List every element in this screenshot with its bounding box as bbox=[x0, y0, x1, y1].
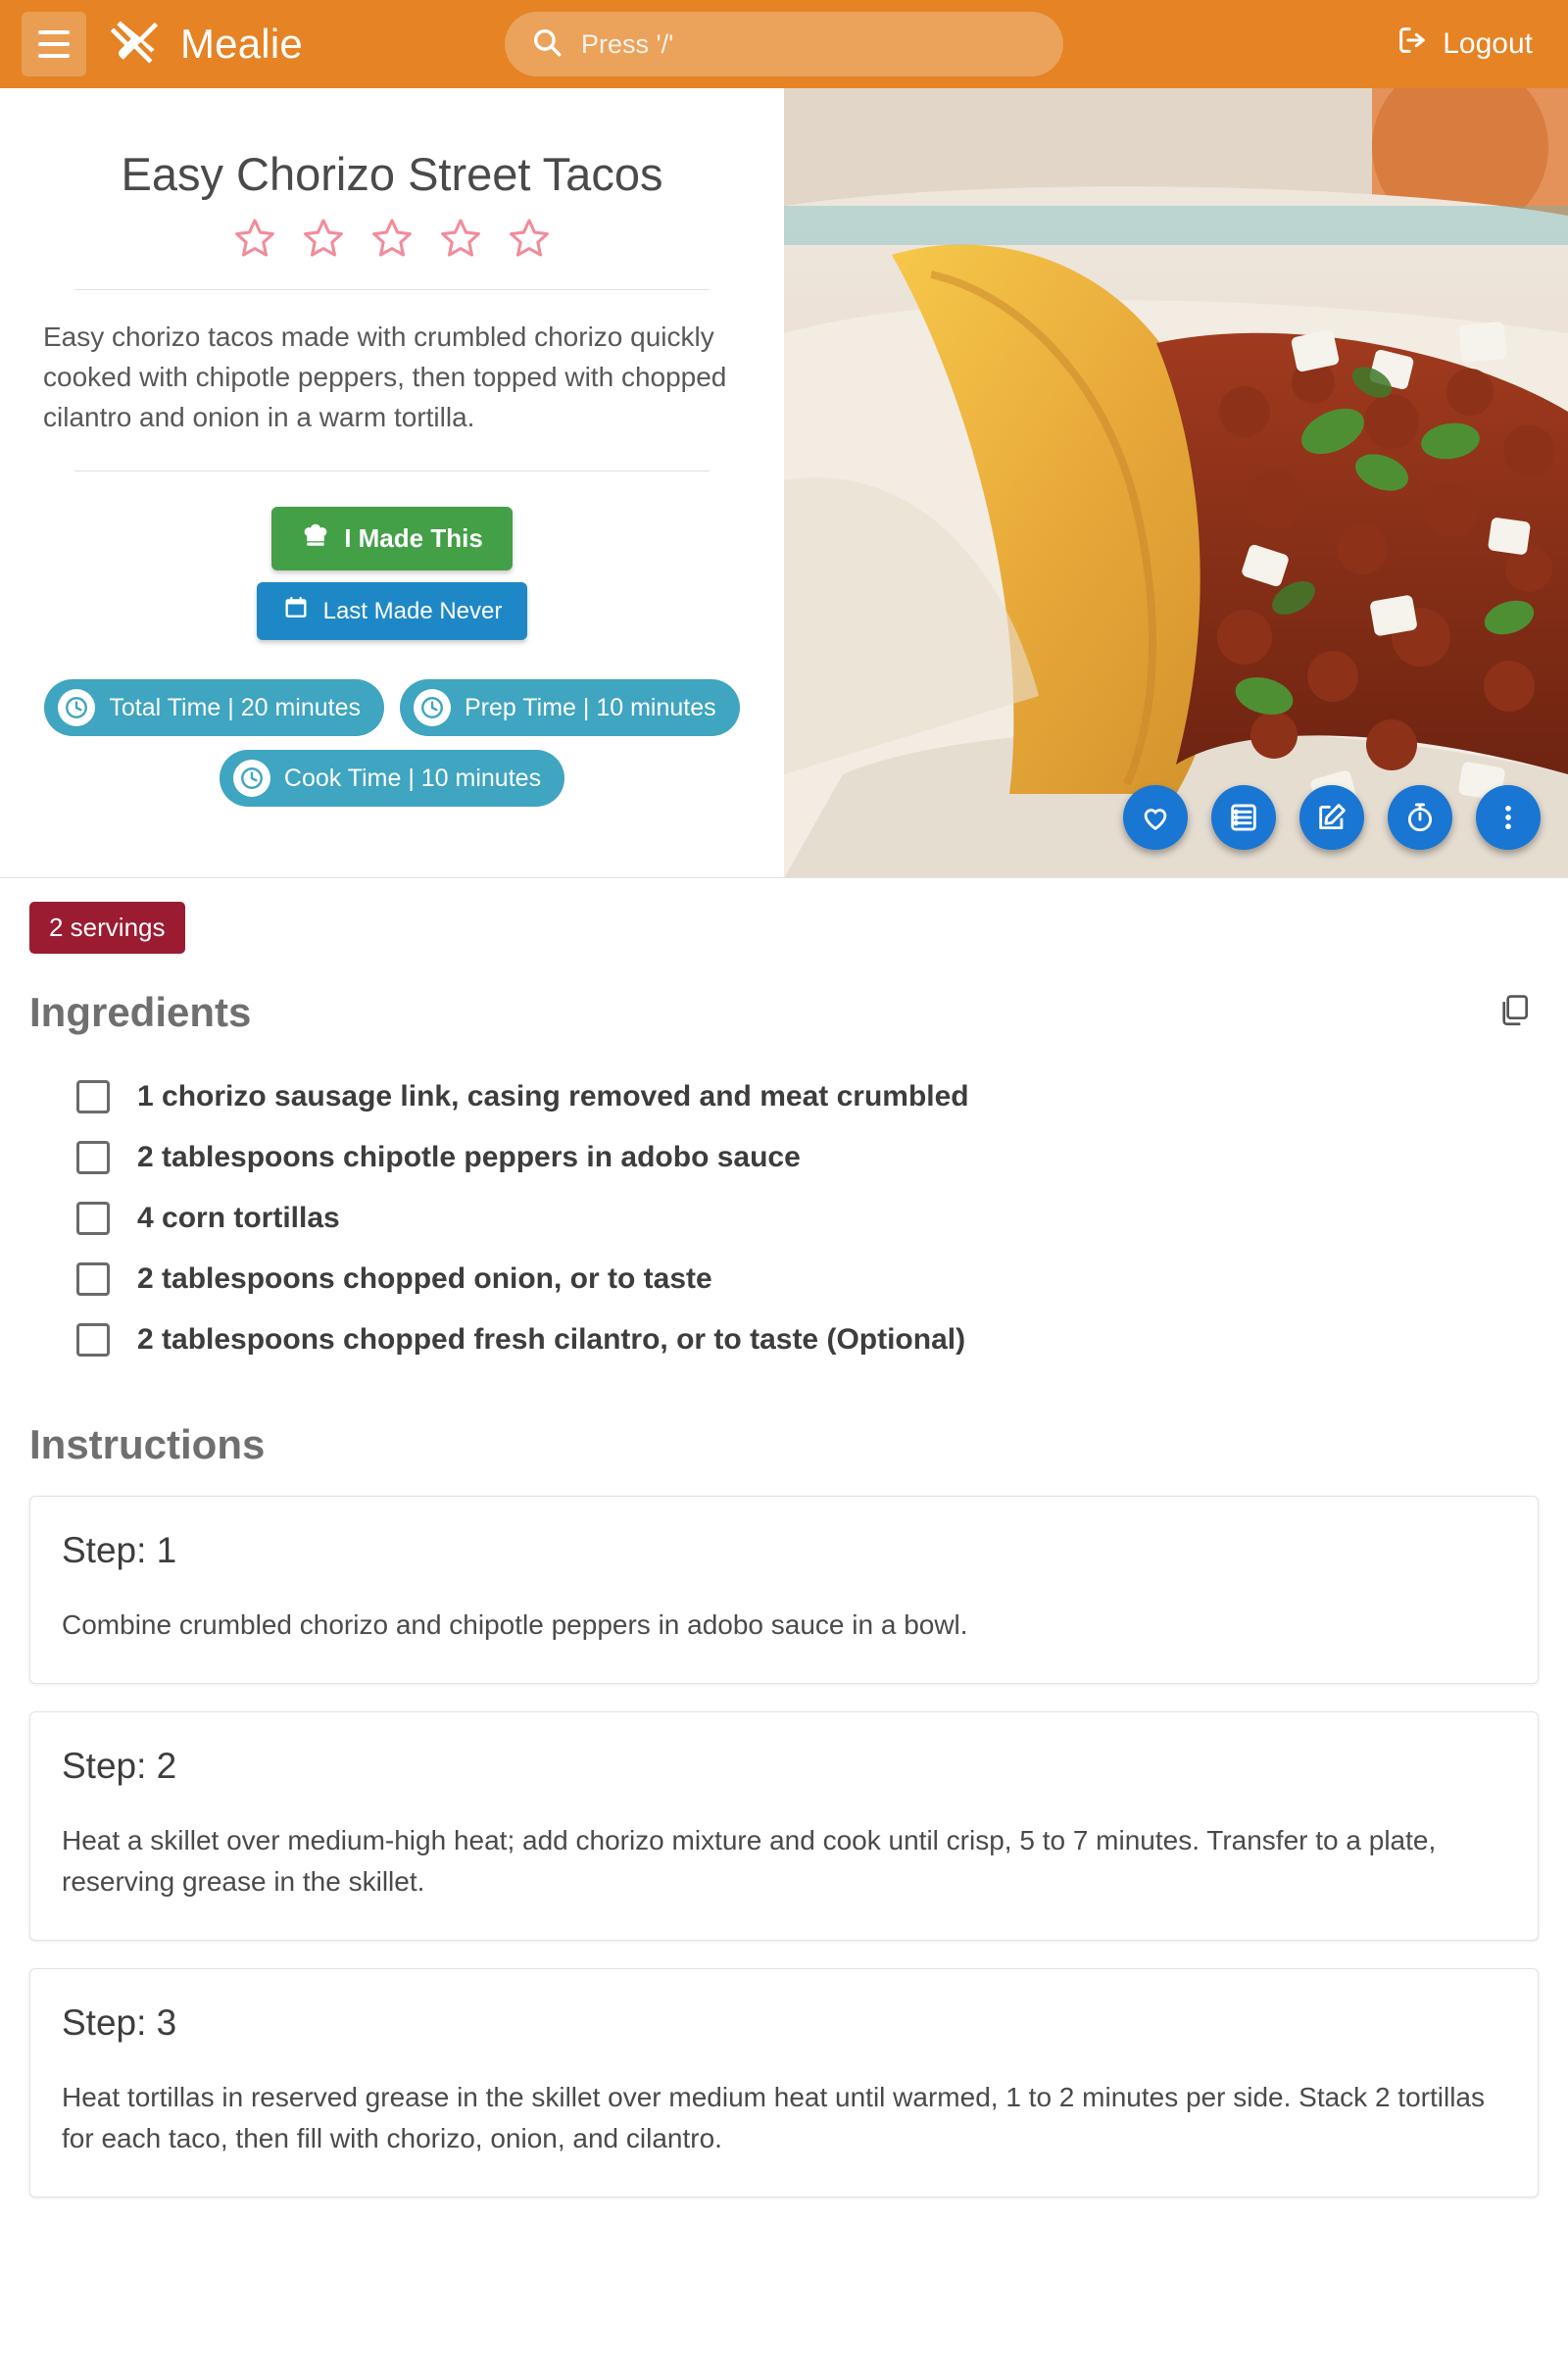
rating-star-1[interactable] bbox=[232, 216, 277, 266]
image-action-buttons bbox=[1123, 785, 1541, 850]
recipe-description: Easy chorizo tacos made with crumbled chorizo quickly cooked with chipotle peppers, then topped with chopped cilantro and onion in a warm tortilla. bbox=[43, 321, 727, 432]
search-icon bbox=[530, 25, 564, 64]
time-chips bbox=[33, 679, 751, 807]
rating-star-4[interactable] bbox=[438, 216, 483, 266]
search-input[interactable] bbox=[579, 28, 1038, 61]
step-title: Step: 1 bbox=[62, 1530, 177, 1570]
cook-time-label: Cook Time | 10 minutes bbox=[283, 764, 542, 792]
made-buttons bbox=[33, 507, 751, 640]
instruction-step[interactable] bbox=[29, 1968, 1539, 2198]
clock-icon bbox=[233, 760, 270, 797]
search-bar[interactable] bbox=[505, 12, 1063, 76]
rating-star-3[interactable] bbox=[369, 216, 415, 266]
hamburger-menu-icon[interactable] bbox=[22, 12, 86, 76]
ingredient-checkbox[interactable] bbox=[76, 1141, 110, 1174]
step-text: Heat a skillet over medium-high heat; add chorizo mixture and cook until crisp, 5 to 7 minutes. Transfer to a plate, reserving grease in the skillet. bbox=[62, 1825, 1437, 1897]
clock-icon bbox=[58, 689, 95, 726]
step-text: Combine crumbled chorizo and chipotle peppers in adobo sauce in a bowl. bbox=[62, 1609, 968, 1640]
timer-fab[interactable] bbox=[1388, 785, 1452, 850]
ingredient-checkbox[interactable] bbox=[76, 1202, 110, 1235]
instruction-step[interactable] bbox=[29, 1496, 1539, 1684]
instruction-step[interactable] bbox=[29, 1711, 1539, 1941]
total-time-label: Total Time | 20 minutes bbox=[109, 693, 361, 721]
i-made-this-button[interactable] bbox=[271, 507, 513, 570]
ingredient-label: 2 tablespoons chipotle peppers in adobo sauce bbox=[137, 1141, 801, 1173]
ingredient-item[interactable] bbox=[29, 1188, 1539, 1249]
recipe-image bbox=[784, 88, 1568, 877]
clock-icon bbox=[414, 689, 451, 726]
prep-time-chip[interactable] bbox=[400, 679, 740, 736]
logout-label: Logout bbox=[1443, 27, 1533, 60]
rating-stars[interactable] bbox=[33, 216, 751, 266]
favorite-fab[interactable] bbox=[1123, 785, 1188, 850]
ingredient-item[interactable] bbox=[29, 1066, 1539, 1127]
step-text: Heat tortillas in reserved grease in the skillet over medium heat until warmed, 1 to 2 minutes per side. Stack 2 tortillas for each taco, then fill with chorizo, onion, and cilantro. bbox=[62, 2082, 1485, 2153]
last-made-label: Last Made Never bbox=[322, 597, 503, 624]
copy-icon[interactable] bbox=[1490, 985, 1539, 1039]
ingredient-label: 4 corn tortillas bbox=[137, 1202, 340, 1234]
recipe-hero bbox=[0, 88, 1568, 878]
ingredients-header bbox=[29, 985, 1539, 1039]
last-made-button[interactable] bbox=[257, 582, 528, 640]
recipe-content bbox=[0, 878, 1568, 2198]
recipe-photo bbox=[784, 88, 1568, 877]
rating-star-2[interactable] bbox=[301, 216, 346, 266]
ingredients-heading: Ingredients bbox=[29, 988, 252, 1035]
ingredient-label: 2 tablespoons chopped fresh cilantro, or to taste (Optional) bbox=[137, 1323, 966, 1356]
divider bbox=[74, 289, 710, 290]
ingredient-checkbox[interactable] bbox=[76, 1262, 110, 1296]
i-made-this-label: I Made This bbox=[344, 523, 483, 554]
total-time-chip[interactable] bbox=[44, 679, 384, 736]
brand[interactable] bbox=[108, 17, 303, 72]
ingredient-item[interactable] bbox=[29, 1249, 1539, 1310]
ingredient-label: 2 tablespoons chopped onion, or to taste bbox=[137, 1262, 712, 1295]
fork-knife-icon bbox=[108, 17, 163, 72]
ingredient-item[interactable] bbox=[29, 1127, 1539, 1188]
edit-fab[interactable] bbox=[1299, 785, 1364, 850]
ingredient-checkbox[interactable] bbox=[76, 1080, 110, 1113]
ingredient-list bbox=[29, 1066, 1539, 1370]
cook-time-chip[interactable] bbox=[220, 750, 564, 807]
shopping-list-fab[interactable] bbox=[1211, 785, 1276, 850]
chef-hat-icon bbox=[301, 520, 330, 557]
divider bbox=[74, 470, 710, 471]
ingredient-checkbox[interactable] bbox=[76, 1323, 110, 1357]
logout-icon bbox=[1396, 24, 1429, 65]
rating-star-5[interactable] bbox=[507, 216, 552, 266]
step-title: Step: 3 bbox=[62, 2002, 177, 2043]
page-title: Easy Chorizo Street Tacos bbox=[121, 148, 663, 200]
recipe-summary bbox=[0, 88, 784, 877]
more-options-fab[interactable] bbox=[1476, 785, 1541, 850]
ingredient-item[interactable] bbox=[29, 1310, 1539, 1370]
ingredient-label: 1 chorizo sausage link, casing removed and meat crumbled bbox=[137, 1080, 969, 1112]
servings-badge[interactable]: 2 servings bbox=[29, 902, 185, 954]
app-bar bbox=[0, 0, 1568, 88]
instructions-heading: Instructions bbox=[29, 1421, 266, 1467]
prep-time-label: Prep Time | 10 minutes bbox=[465, 693, 716, 721]
app-title: Mealie bbox=[180, 21, 303, 67]
step-title: Step: 2 bbox=[62, 1746, 177, 1786]
calendar-icon bbox=[282, 594, 310, 628]
logout-button[interactable] bbox=[1396, 24, 1546, 65]
